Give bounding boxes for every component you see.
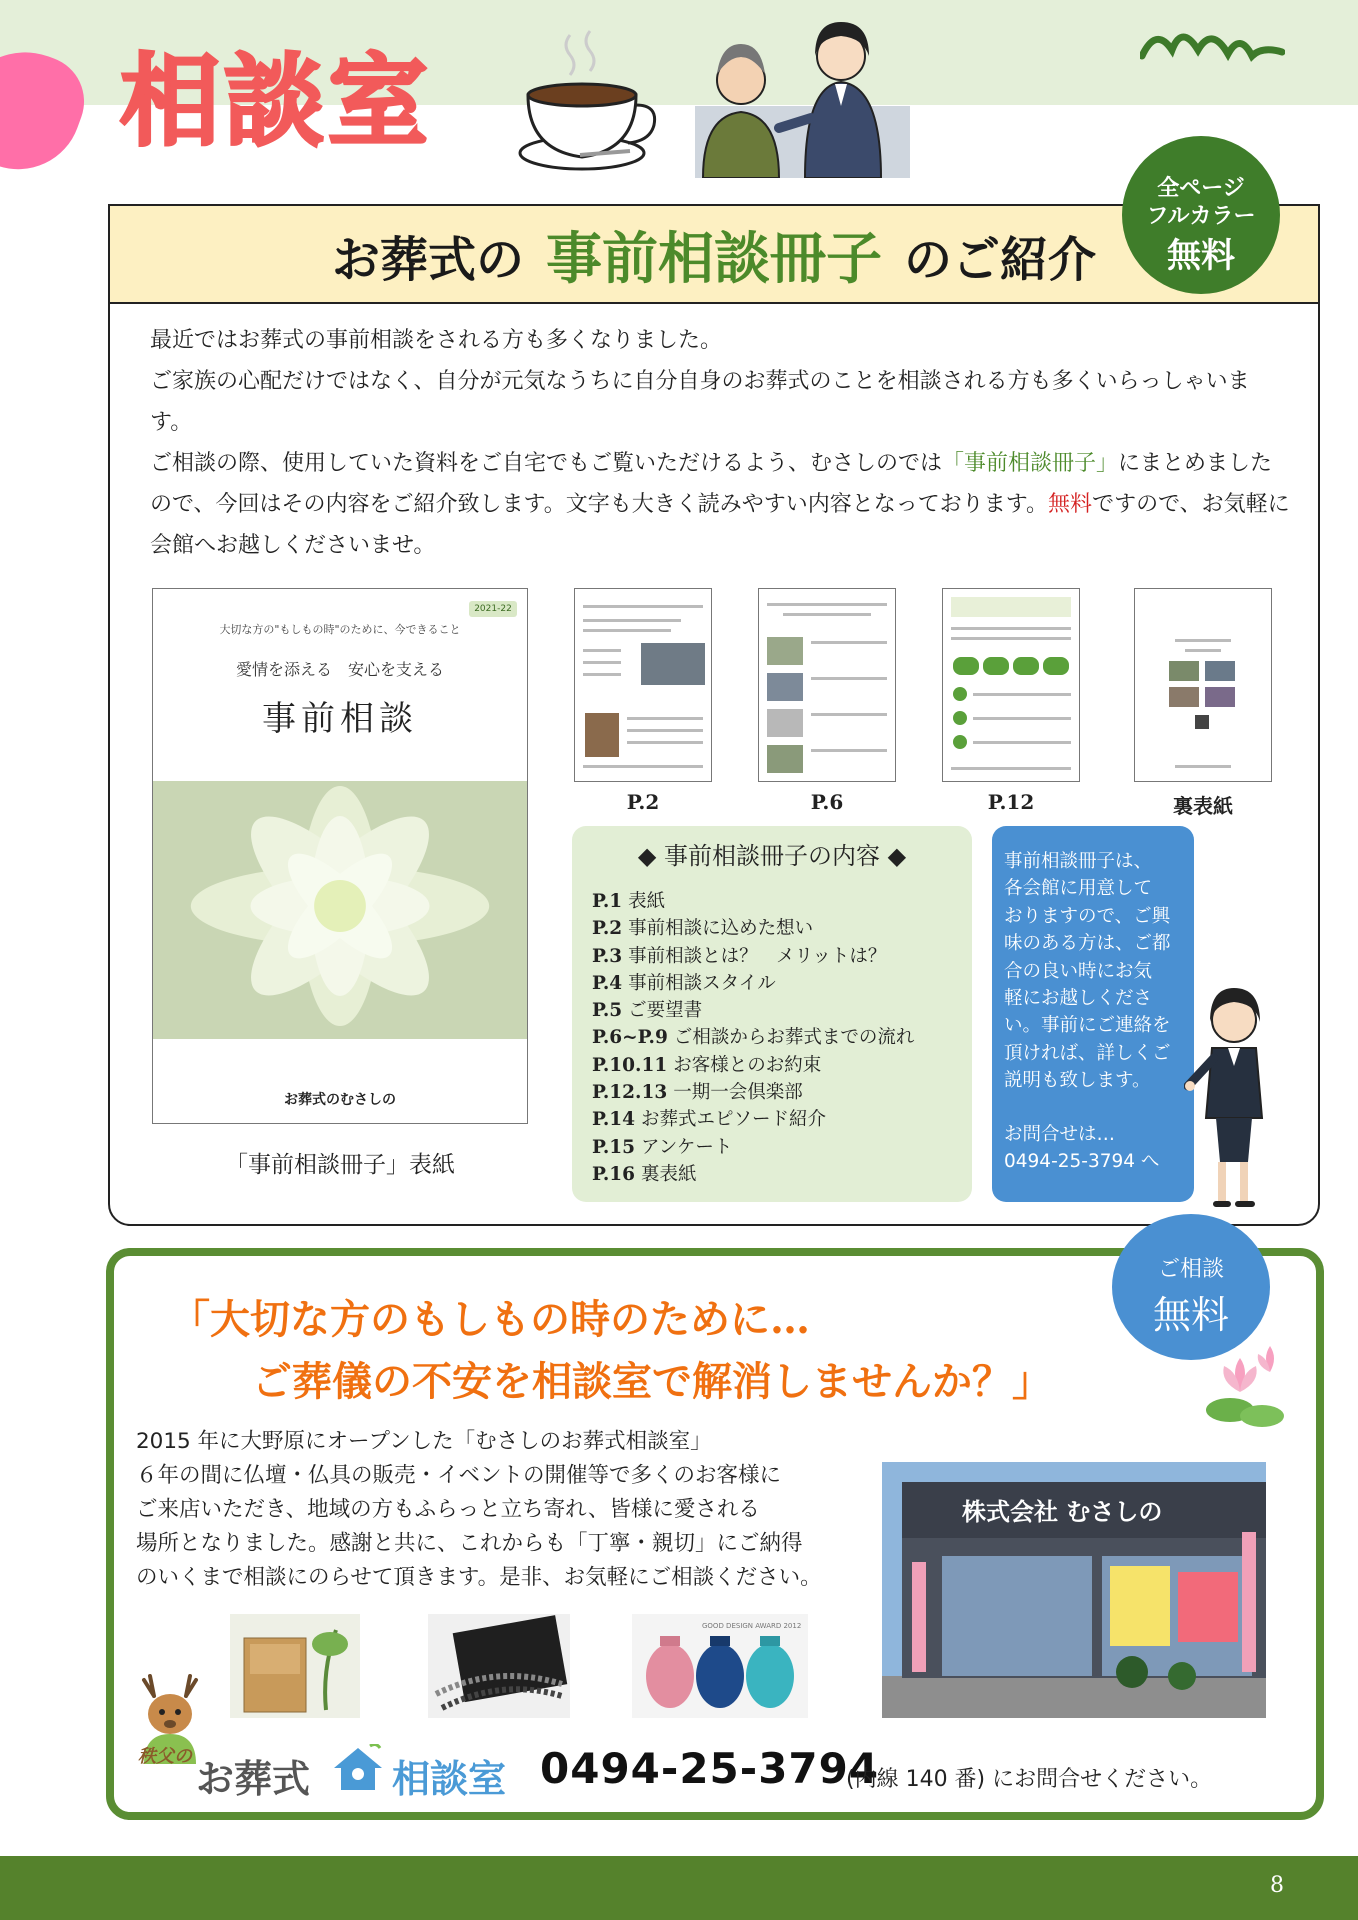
- lotus-flower-icon: [1200, 1332, 1290, 1432]
- banner-title-prefix: お葬式の: [331, 231, 524, 288]
- contents-item: P.1 表紙: [592, 891, 666, 912]
- prayer-beads-photo: [428, 1614, 570, 1718]
- cover-caption: 「事前相談冊子」表紙: [225, 1152, 455, 1178]
- footer-band: [0, 1856, 1358, 1920]
- intro-line: ご家族の心配だけではなく、自分が元気なうちに自分自身のお葬式のことを相談される方も多くいらっしゃいます。: [150, 369, 1250, 435]
- note-line: 各会館に用意して: [1004, 878, 1153, 900]
- consult-description: [136, 1425, 876, 1595]
- description-line: 2015 年に大野原にオープンした「むさしのお葬式相談室」: [136, 1429, 712, 1454]
- contents-item: P.2 事前相談に込めた想い: [592, 918, 814, 940]
- booklet-cover-image: [152, 588, 528, 1124]
- thumbnail-label: P.6: [810, 790, 844, 814]
- mountain-logo-icon: [1140, 22, 1285, 67]
- thumbnail-label: P.2: [626, 790, 660, 814]
- fullcolor-free-badge: [1122, 136, 1280, 294]
- contents-item: P.15 アンケート: [592, 1136, 733, 1158]
- store-sign: 株式会社 むさしの: [962, 1497, 1163, 1526]
- contents-item: P.4 事前相談スタイル: [592, 972, 776, 994]
- footer-extension-note: (内線 140 番) にお問合せください。: [846, 1767, 1213, 1792]
- footer-chichibu-label: 秩父の: [138, 1746, 192, 1767]
- thumbnail-label: 裏表紙: [1173, 794, 1233, 818]
- contents-item: P.6~P.9 ご相談からお葬式までの流れ: [592, 1027, 915, 1049]
- banner-title-highlight: 事前相談冊子: [546, 226, 882, 292]
- description-line: のいくまで相談にのらせて頂きます。是非、お気軽にご相談ください。: [136, 1565, 822, 1590]
- house-icon: [330, 1744, 386, 1794]
- badge-line-1: 全ページ: [1157, 176, 1245, 201]
- cover-main-title: 事前相談: [262, 699, 418, 739]
- note-line: 軽にお越しくださ: [1004, 988, 1153, 1010]
- footer-funeral-label: お葬式: [196, 1757, 311, 1801]
- contents-title: ◆ 事前相談冊子の内容 ◆: [637, 842, 907, 870]
- description-line: 場所となりました。感謝と共に、これからも「丁寧・親切」にご納得: [136, 1531, 803, 1556]
- footer-consult-room-label: 相談室: [392, 1757, 507, 1801]
- contents-item: P.16 裏表紙: [592, 1163, 697, 1185]
- cover-subtitle: 愛情を添える 安心を支える: [235, 660, 444, 679]
- badge-line-1: ご相談: [1157, 1257, 1224, 1282]
- page-thumbnail-back: [1134, 588, 1272, 782]
- note-contact-phone: 0494-25-3794 へ: [1004, 1151, 1160, 1173]
- intro-line: ご相談の際、使用していた資料をご自宅でもご覧いただけるよう、むさしのでは「事前相談冊子」にまとめましたので、今回はその内容をご紹介致します。文字も大きく読みやすい内容となっております。無料ですので、お気軽に会館へお越しくださいませ。: [150, 451, 1290, 558]
- funeral-urns-photo: [632, 1614, 808, 1718]
- cover-tagline: 大切な方の"もしもの時"のために、今できること: [219, 623, 461, 636]
- page-thumbnail-p6: [758, 588, 896, 782]
- badge-line-2: フルカラー: [1146, 204, 1256, 229]
- free-highlight: 無料: [1048, 492, 1093, 517]
- consultation-illustration: [695, 18, 910, 178]
- store-front-photo: [882, 1462, 1266, 1718]
- note-contact-label: お問合せは…: [1004, 1123, 1116, 1145]
- contents-item: P.12.13 一期一会倶楽部: [592, 1082, 803, 1104]
- page-thumbnail-p12: [942, 588, 1080, 782]
- note-line: 頂ければ、詳しくご: [1004, 1042, 1171, 1064]
- flower-photo: [153, 781, 527, 1039]
- consult-headline-line-1: 「大切な方のもしもの時のために…: [170, 1296, 810, 1343]
- banner-title-suffix: のご紹介: [904, 231, 1097, 288]
- coffee-cup-icon: [510, 25, 660, 180]
- note-line: 事前相談冊子は、: [1004, 851, 1153, 872]
- booklet-name-highlight: 「事前相談冊子」: [942, 451, 1119, 476]
- page-number: 8: [1270, 1873, 1284, 1898]
- contents-item: P.14 お葬式エピソード紹介: [592, 1109, 827, 1131]
- consult-headline-line-2: ご葬儀の不安を相談室で解消しませんか？」: [252, 1358, 1052, 1405]
- cover-year-badge: 2021-22: [469, 601, 517, 617]
- butsudan-cabinet-photo: [230, 1614, 360, 1718]
- page-title: 相談室: [120, 43, 432, 160]
- note-line: 合の良い時にお気: [1004, 960, 1153, 982]
- note-line: 説明も致します。: [1004, 1070, 1151, 1092]
- page-thumbnail-p2: [574, 588, 712, 782]
- badge-line-3: 無料: [1167, 236, 1235, 276]
- note-line: い。事前にご連絡を: [1004, 1015, 1171, 1037]
- note-line: おりますので、ご興: [1004, 905, 1171, 927]
- thumbnail-label: P.12: [987, 790, 1035, 814]
- footer-phone-number[interactable]: 0494-25-3794: [540, 1744, 880, 1793]
- badge-line-2: 無料: [1152, 1293, 1229, 1337]
- cover-logo: お葬式のむさしの: [284, 1092, 396, 1108]
- booklet-intro-text: [150, 320, 1290, 566]
- intro-line: 最近ではお葬式の事前相談をされる方も多くなりました。: [150, 328, 723, 353]
- description-line: ６年の間に仏壇・仏具の販売・イベントの開催等で多くのお客様に: [136, 1463, 782, 1488]
- description-line: ご来店いただき、地域の方もふらっと立ち寄れ、皆様に愛される: [136, 1497, 760, 1522]
- contents-item: P.3 事前相談とは？ メリットは？: [592, 945, 887, 967]
- staff-woman-illustration: [1184, 986, 1276, 1214]
- note-line: 味のある方は、ご都: [1004, 933, 1171, 955]
- contents-item: P.10.11 お客様とのお約束: [592, 1054, 822, 1076]
- booklet-availability-note: [992, 826, 1194, 1202]
- contents-list: [592, 888, 972, 1188]
- good-design-award-label: GOOD DESIGN AWARD 2012: [702, 1622, 802, 1630]
- contents-item: P.5 ご要望書: [592, 1000, 703, 1022]
